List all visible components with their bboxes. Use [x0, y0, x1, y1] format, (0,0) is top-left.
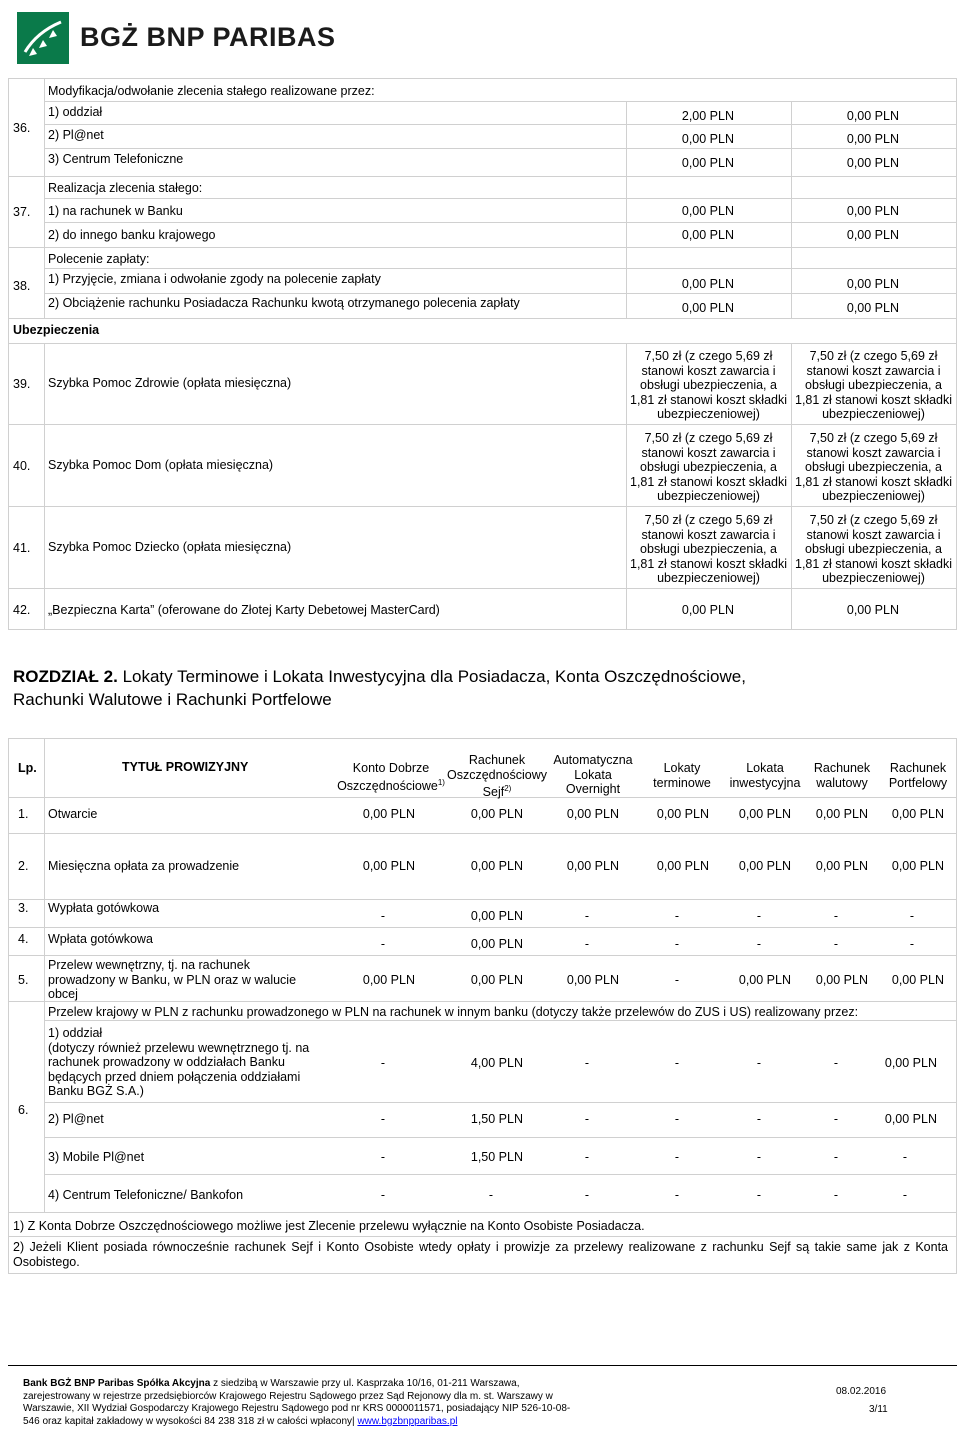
item-label: „Bezpieczna Karta” (oferowane do Złotej Karty Debetowej MasterCard) [48, 603, 440, 617]
column-header-lp: Lp. [18, 761, 37, 775]
cell-value: - [674, 909, 679, 923]
item-label: 1) Przyjęcie, zmiana i odwołanie zgody na polecenie zapłaty [48, 272, 381, 286]
column-header-konto-dobrze: Konto Dobrze Oszczędnościowe$^{1)}$ [337, 761, 445, 793]
fee-value: 7,50 zł (z czego 5,69 zł stanowi koszt zawarcia i obsługi ubezpieczenia, a 1,81 zł stanowi koszt składki ubezpieczeniowej) [795, 431, 953, 503]
fee-value: 0,00 PLN [846, 132, 899, 146]
cell-value: - [833, 1188, 838, 1202]
row-label: Miesięczna opłata za prowadzenie [48, 859, 240, 873]
cell-value: - [902, 1150, 907, 1164]
cell-value: 0,00 PLN [656, 807, 709, 821]
fee-value: 7,50 zł (z czego 5,69 zł stanowi koszt zawarcia i obsługi ubezpieczenia, a 1,81 zł stanowi koszt składki ubezpieczeniowej) [630, 431, 788, 503]
cell-value: - [584, 1188, 589, 1202]
section-heading: Ubezpieczenia [13, 323, 100, 337]
fee-value: 0,00 PLN [681, 277, 734, 291]
fee-value: 0,00 PLN [681, 204, 734, 218]
item-label: Szybka Pomoc Dom (opłata miesięczna) [48, 458, 274, 472]
cell-value: 0,00 PLN [815, 859, 868, 873]
cell-value: 0,00 PLN [566, 859, 619, 873]
column-header-walutowy: Rachunek walutowy [813, 761, 871, 790]
cell-value: - [380, 937, 385, 951]
chapter-prefix: ROZDZIAŁ 2. [13, 667, 118, 686]
cell-value: - [380, 1150, 385, 1164]
cell-value: - [833, 1112, 838, 1126]
row-number: 41. [13, 541, 31, 555]
row-number: 3. [18, 901, 29, 915]
row-number: 5. [18, 973, 29, 987]
row-label: Wypłata gotówkowa [48, 901, 160, 915]
cell-value: - [584, 937, 589, 951]
cell-value: - [380, 1112, 385, 1126]
item-label: 2) Obciążenie rachunku Posiadacza Rachunku kwotą otrzymanego polecenia zapłaty [48, 296, 520, 310]
cell-value: 0,00 PLN [470, 807, 523, 821]
fee-value: 7,50 zł (z czego 5,69 zł stanowi koszt zawarcia i obsługi ubezpieczenia, a 1,81 zł stanowi koszt składki ubezpieczeniowej) [630, 349, 788, 421]
cell-value: - [833, 1056, 838, 1070]
row-label: Otwarcie [48, 807, 98, 821]
row-number: 36. [13, 121, 31, 135]
cell-value: - [488, 1188, 493, 1202]
cell-value: - [380, 1188, 385, 1202]
cell-value: - [833, 937, 838, 951]
item-label: 1) na rachunek w Banku [48, 204, 183, 218]
column-header-title: TYTUŁ PROWIZYJNY [122, 760, 249, 774]
row-number: 6. [18, 1103, 29, 1117]
row-number: 42. [13, 603, 31, 617]
cell-value: - [909, 937, 914, 951]
item-label: 2) do innego banku krajowego [48, 228, 216, 242]
cell-value: - [674, 1188, 679, 1202]
column-header-lokaty: Lokaty terminowe [653, 761, 711, 790]
cell-value: - [902, 1188, 907, 1202]
cell-value: - [756, 937, 761, 951]
row-label: 3) Mobile Pl@net [48, 1150, 145, 1164]
row-number: 37. [13, 205, 31, 219]
cell-value: - [380, 1056, 385, 1070]
chapter-title: Lokaty Terminowe i Lokata Inwestycyjna dla Posiadacza, Konta Oszczędnościowe, [117, 667, 746, 686]
cell-value: 0,00 PLN [891, 807, 944, 821]
item-label: Szybka Pomoc Zdrowie (opłata miesięczna) [48, 376, 292, 390]
cell-value: 0,00 PLN [566, 807, 619, 821]
row-number: 1. [18, 807, 29, 821]
fee-value: 0,00 PLN [846, 277, 899, 291]
cell-value: 0,00 PLN [656, 859, 709, 873]
column-header-sejf: Rachunek Oszczędnościowy Sejf$^{2)}$ [446, 753, 548, 800]
cell-value: - [833, 909, 838, 923]
row-intro: Przelew krajowy w PLN z rachunku prowadzonego w PLN na rachunek w innym banku (dotyczy także przelewów do ZUS i US) realizowany przez: [48, 1005, 859, 1019]
cell-value: 0,00 PLN [891, 973, 944, 987]
cell-value: 0,00 PLN [891, 859, 944, 873]
row-title: Realizacja zlecenia stałego: [48, 181, 203, 195]
brand-name: BGŻ BNP PARIBAS [80, 22, 336, 52]
cell-value: 0,00 PLN [362, 859, 415, 873]
cell-value: - [584, 909, 589, 923]
cell-value: 1,50 PLN [470, 1112, 523, 1126]
cell-value: 0,00 PLN [884, 1112, 937, 1126]
fee-value: 0,00 PLN [846, 228, 899, 242]
cell-value: - [756, 1150, 761, 1164]
row-label: 1) oddział (dotyczy również przelewu wewnętrznego tj. na rachunek prowadzony w oddziałach Banku będących przed dniem połączenia oddziałami Banku BGŻ S.A.) [48, 1026, 310, 1098]
row-number: 2. [18, 859, 29, 873]
cell-value: - [674, 973, 679, 987]
cell-value: - [584, 1150, 589, 1164]
column-header-lokata: Lokata inwestycyjna [729, 761, 801, 790]
item-label: Szybka Pomoc Dziecko (opłata miesięczna) [48, 540, 292, 554]
cell-value: 0,00 PLN [362, 973, 415, 987]
bnp-stars-icon [17, 12, 69, 64]
cell-value: 0,00 PLN [738, 859, 791, 873]
cell-value: - [674, 1112, 679, 1126]
cell-value: - [584, 1056, 589, 1070]
fee-value: 7,50 zł (z czego 5,69 zł stanowi koszt zawarcia i obsługi ubezpieczenia, a 1,81 zł stanowi koszt składki ubezpieczeniowej) [630, 513, 788, 585]
chapter-heading [13, 666, 746, 688]
cell-value: 0,00 PLN [566, 973, 619, 987]
row-label: Przelew wewnętrzny, tj. na rachunek prowadzony w Banku, w PLN oraz w walucie obcej [48, 958, 297, 1001]
item-label: 3) Centrum Telefoniczne [48, 152, 184, 166]
cell-value: - [833, 1150, 838, 1164]
cell-value: 0,00 PLN [362, 807, 415, 821]
row-number: 38. [13, 279, 31, 293]
column-header-portfelowy: Rachunek Portfelowy [888, 761, 948, 790]
fee-value: 7,50 zł (z czego 5,69 zł stanowi koszt zawarcia i obsługi ubezpieczenia, a 1,81 zł stanowi koszt składki ubezpieczeniowej) [795, 513, 953, 585]
cell-value: 0,00 PLN [738, 973, 791, 987]
cell-value: 0,00 PLN [470, 859, 523, 873]
footer-date: 08.02.2016 [836, 1386, 887, 1397]
cell-value: 4,00 PLN [470, 1056, 523, 1070]
cell-value: - [756, 1112, 761, 1126]
item-label: 1) oddział [48, 105, 103, 119]
cell-value: 0,00 PLN [884, 1056, 937, 1070]
cell-value: 0,00 PLN [738, 807, 791, 821]
cell-value: - [674, 1150, 679, 1164]
cell-value: - [584, 1112, 589, 1126]
footer-link[interactable]: www.bgzbnpparibas.pl [357, 1415, 458, 1427]
footnote-1: 1) Z Konta Dobrze Oszczędnościowego możliwe jest Zlecenie przelewu wyłącznie na Konto Osobiste Posiadacza. [13, 1219, 645, 1233]
item-label: 2) Pl@net [48, 128, 104, 142]
fee-value: 0,00 PLN [846, 603, 899, 617]
chapter-title-line2: Rachunki Walutowe i Rachunki Portfelowe [13, 690, 332, 709]
footer-page-number: 3/11 [869, 1404, 888, 1415]
row-title: Polecenie zapłaty: [48, 252, 150, 266]
fee-value: 0,00 PLN [681, 603, 734, 617]
fee-value: 0,00 PLN [846, 109, 899, 123]
cell-value: 0,00 PLN [815, 807, 868, 821]
fee-value: 0,00 PLN [846, 204, 899, 218]
cell-value: - [756, 1056, 761, 1070]
cell-value: - [674, 1056, 679, 1070]
row-label: 2) Pl@net [48, 1112, 104, 1126]
cell-value: 0,00 PLN [470, 909, 523, 923]
cell-value: - [756, 909, 761, 923]
cell-value: - [756, 1188, 761, 1202]
row-label: 4) Centrum Telefoniczne/ Bankofon [48, 1188, 244, 1202]
fee-value: 0,00 PLN [681, 301, 734, 315]
footnote-2: 2) Jeżeli Klient posiada równocześnie rachunek Sejf i Konto Osobiste wtedy opłaty i prowizje za przelewy realizowane z rachunku Sejf są takie same jak z Konta Osobistego. [13, 1240, 948, 1269]
logo-mark [17, 12, 69, 64]
fee-value: 2,00 PLN [681, 109, 734, 123]
row-number: 4. [18, 932, 29, 946]
cell-value: 0,00 PLN [815, 973, 868, 987]
fee-value: 0,00 PLN [681, 228, 734, 242]
cell-value: 1,50 PLN [470, 1150, 523, 1164]
fee-value: 0,00 PLN [681, 156, 734, 170]
footer-legal: Bank BGŻ BNP Paribas Spółka Akcyjna z siedzibą w Warszawie przy ul. Kasprzaka 10/16, 01-211 Warszawa, zarejestrowany w rejestrze przedsiębiorców Krajowego Rejestru Sądowego przez Sąd Rejonowy dla m. st. Warszawy w Warszawie, XII Wydział Gospodarczy Krajowego Rejestru Sądowego pod nr KRS 0000011571, posiadający NIP 526-10-08-546 oraz kapitał zakładowy w wysokości 84 238 318 zł w całości wpłacony| www.bgzbnpparibas.pl [23, 1378, 571, 1427]
cell-value: 0,00 PLN [470, 937, 523, 951]
fee-value: 7,50 zł (z czego 5,69 zł stanowi koszt zawarcia i obsługi ubezpieczenia, a 1,81 zł stanowi koszt składki ubezpieczeniowej) [795, 349, 953, 421]
cell-value: 0,00 PLN [470, 973, 523, 987]
cell-value: - [674, 937, 679, 951]
fee-value: 0,00 PLN [681, 132, 734, 146]
row-title: Modyfikacja/odwołanie zlecenia stałego realizowane przez: [48, 84, 375, 98]
row-number: 39. [13, 377, 31, 391]
fee-value: 0,00 PLN [846, 156, 899, 170]
row-number: 40. [13, 459, 31, 473]
fee-value: 0,00 PLN [846, 301, 899, 315]
cell-value: - [380, 909, 385, 923]
cell-value: - [909, 909, 914, 923]
row-label: Wpłata gotówkowa [48, 932, 153, 946]
column-header-overnight: Automatyczna Lokata Overnight [553, 753, 633, 796]
